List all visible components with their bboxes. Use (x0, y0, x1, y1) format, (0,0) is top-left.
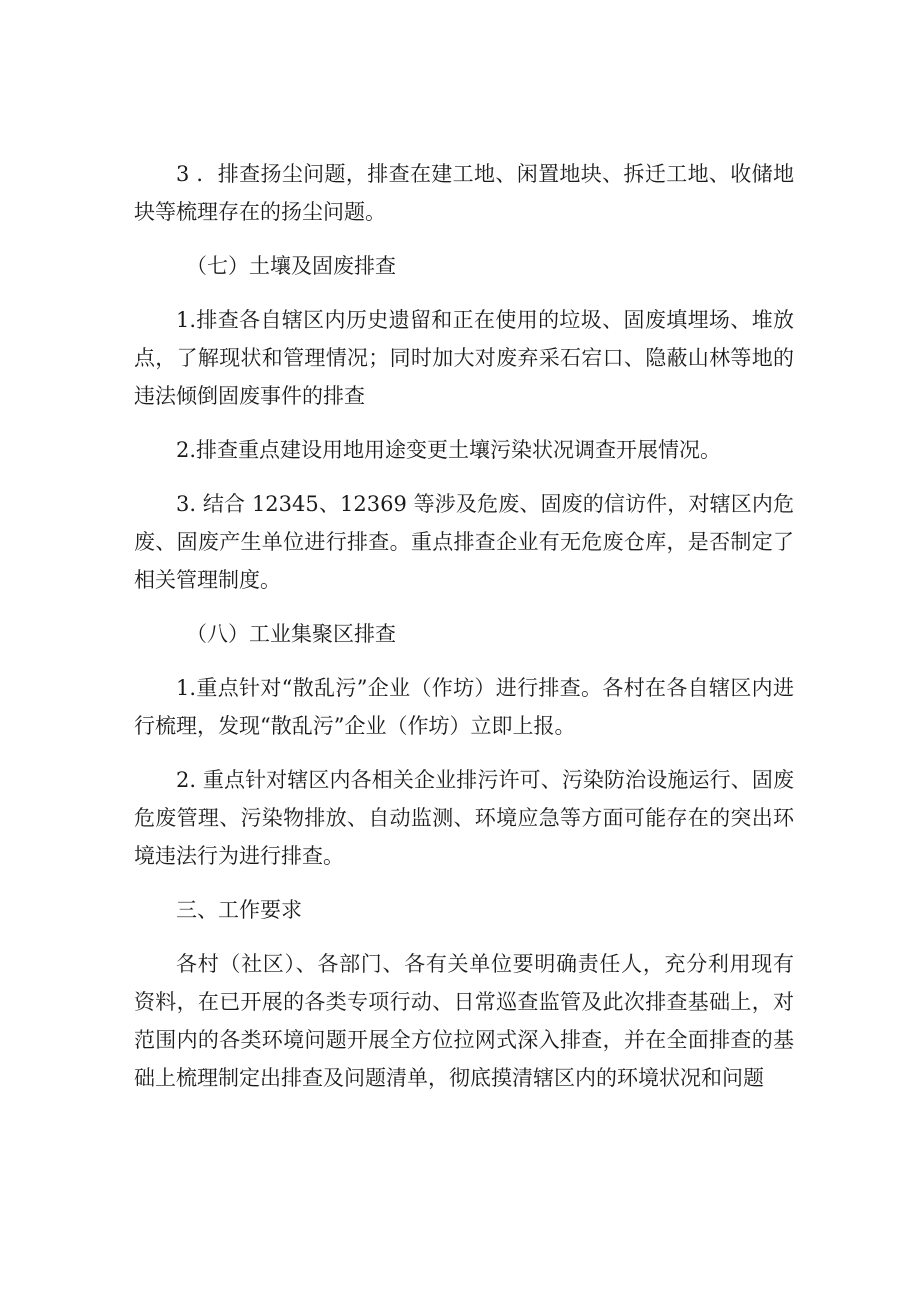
section-heading-work-requirements: 三、工作要求 (176, 898, 302, 922)
paragraph-landfill-inspection: 1.排查各自辖区内历史遗留和正在使用的垃圾、固废填埋场、堆放点，了解现状和管理情况；同时加大对废弃采石宕口、隐蔽山林等地的违法倾倒固废事件的排查 (134, 308, 794, 408)
section-heading-soil-solid-waste: （七）土壤及固废排查 (186, 254, 396, 278)
document-body (134, 155, 794, 1113)
paragraph-enterprise-violations: 2. 重点针对辖区内各相关企业排污许可、污染防治设施运行、固废危废管理、污染物排放、自动监测、环境应急等方面可能存在的突出环境违法行为进行排查。 (134, 768, 794, 868)
paragraph-responsibility: 各村（社区）、各部门、各有关单位要明确责任人，充分利用现有资料，在已开展的各类专项行动、日常巡查监管及此次排查基础上，对范围内的各类环境问题开展全方位拉网式深入排查，并在全面排查的基础上梳理制定出排查及问题清单，彻底摸清辖区内的环境状况和问题 (134, 952, 794, 1090)
paragraph-dust-inspection: 3 ．排查扬尘问题，排查在建工地、闲置地块、拆迁工地、收储地块等梳理存在的扬尘问题。 (134, 162, 794, 224)
paragraph-scattered-polluters: 1.重点针对“散乱污”企业（作坊）进行排查。各村在各自辖区内进行梳理，发现“散乱污”企业（作坊）立即上报。 (134, 676, 794, 738)
paragraph-hazardous-waste-complaints: 3. 结合 12345、12369 等涉及危废、固废的信访件，对辖区内危废、固废产生单位进行排查。重点排查企业有无危废仓库，是否制定了相关管理制度。 (134, 492, 794, 592)
section-heading-industrial-zone: （八）工业集聚区排查 (186, 622, 396, 646)
paragraph-land-use-change: 2.排查重点建设用地用途变更土壤污染状况调查开展情况。 (176, 438, 722, 462)
